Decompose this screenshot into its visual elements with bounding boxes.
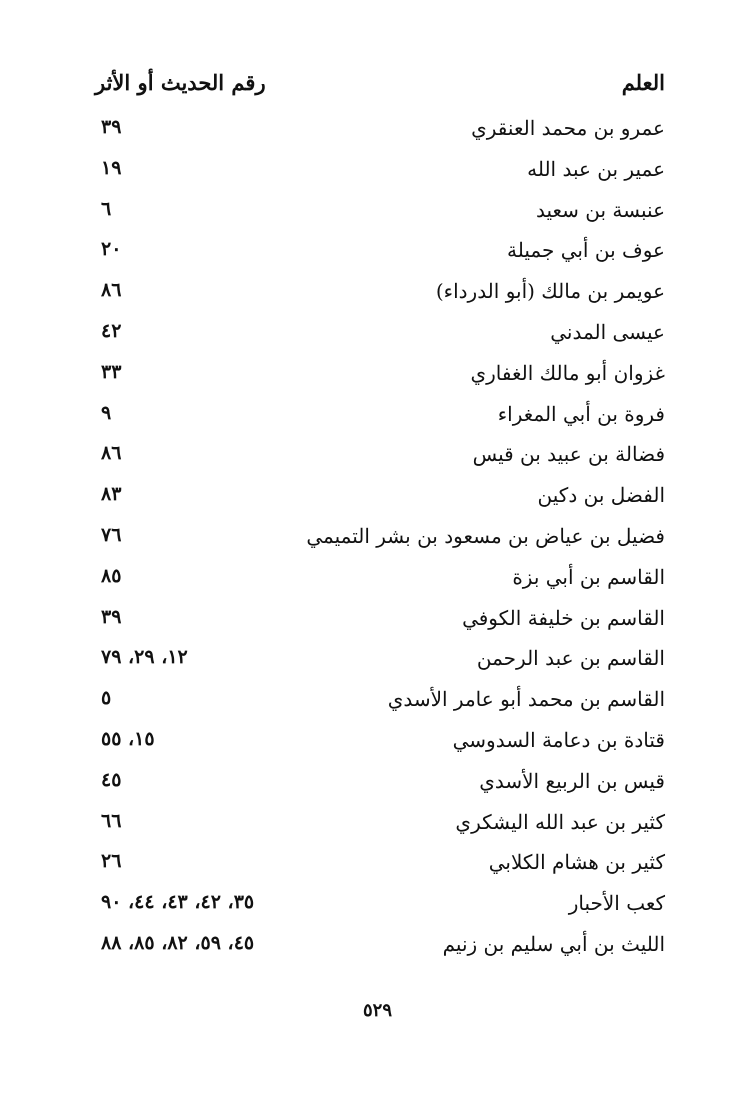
index-row <box>95 316 665 357</box>
index-row <box>95 357 665 398</box>
person-name: فضيل بن عياض بن مسعود بن بشر التميمي <box>306 523 665 548</box>
person-name: الفضل بن دكين <box>537 483 665 508</box>
hadith-reference-numbers: ٦ <box>101 197 112 220</box>
person-name: غزوان أبو مالك الغفاري <box>470 360 665 385</box>
person-name: عيسى المدني <box>550 319 665 344</box>
index-row <box>95 846 665 887</box>
person-name: القاسم بن محمد أبو عامر الأسدي <box>387 687 665 712</box>
hadith-reference-numbers: ٣٩ <box>101 605 122 628</box>
hadith-reference-numbers: ٩ <box>101 401 112 424</box>
hadith-reference-numbers: ١٥، ٥٥ <box>101 727 155 750</box>
index-row <box>95 887 665 928</box>
person-name: كعب الأحبار <box>568 891 665 916</box>
person-name: فروة بن أبي المغراء <box>497 401 665 426</box>
hadith-reference-numbers: ٣٩ <box>101 116 122 138</box>
person-name: عوف بن أبي جميلة <box>507 238 665 263</box>
hadith-reference-numbers: ٦٦ <box>101 809 122 832</box>
index-row <box>95 520 665 561</box>
column-header-reference: رقم الحديث أو الأثر <box>95 70 266 95</box>
table-header <box>95 70 665 106</box>
hadith-reference-numbers: ٣٣ <box>101 360 122 383</box>
person-name: كثير بن هشام الكلابي <box>488 850 665 875</box>
hadith-reference-numbers: ٢٠ <box>101 238 122 261</box>
hadith-reference-numbers: ٥ <box>101 687 112 710</box>
hadith-reference-numbers: ١٢، ٢٩، ٧٩ <box>101 646 188 669</box>
index-row <box>95 479 665 520</box>
hadith-reference-numbers: ١٩ <box>101 156 122 179</box>
person-name: القاسم بن خليفة الكوفي <box>462 605 665 630</box>
person-name: فضالة بن عبيد بن قيس <box>472 442 665 467</box>
index-row <box>95 765 665 806</box>
hadith-reference-numbers: ٣٥، ٤٢، ٤٣، ٤٤، ٩٠ <box>101 891 255 914</box>
person-name: القاسم بن أبي بزة <box>512 564 665 589</box>
person-name: قيس بن الربيع الأسدي <box>479 768 665 793</box>
column-header-name: العلم <box>621 70 665 95</box>
index-row <box>95 642 665 683</box>
hadith-reference-numbers: ٢٦ <box>101 850 122 873</box>
index-row <box>95 561 665 602</box>
index-row <box>95 275 665 316</box>
person-name: القاسم بن عبد الرحمن <box>476 646 665 671</box>
person-name: عمرو بن محمد العنقري <box>471 116 665 140</box>
index-row <box>95 602 665 643</box>
hadith-reference-numbers: ٧٦ <box>101 523 122 546</box>
index-row <box>95 194 665 235</box>
hadith-reference-numbers: ٤٥، ٥٩، ٨٢، ٨٥، ٨٨ <box>101 931 255 954</box>
index-row <box>95 928 665 969</box>
index-row <box>95 398 665 439</box>
hadith-reference-numbers: ٨٦ <box>101 279 122 302</box>
index-row <box>95 806 665 847</box>
index-row <box>95 724 665 765</box>
index-row <box>95 683 665 724</box>
index-row <box>95 112 665 153</box>
person-name: عويمر بن مالك (أبو الدرداء) <box>435 279 665 304</box>
hadith-reference-numbers: ٤٢ <box>101 319 122 342</box>
person-name: عمير بن عبد الله <box>527 156 665 181</box>
index-row <box>95 234 665 275</box>
index-list <box>95 112 665 969</box>
person-name: كثير بن عبد الله اليشكري <box>455 809 665 834</box>
index-row <box>95 438 665 479</box>
person-name: عنبسة بن سعيد <box>535 197 665 222</box>
index-row <box>95 153 665 194</box>
hadith-reference-numbers: ٨٣ <box>101 483 122 506</box>
person-name: قتادة بن دعامة السدوسي <box>452 727 665 752</box>
page-number: ٥٢٩ <box>362 1000 392 1021</box>
hadith-reference-numbers: ٨٥ <box>101 564 122 587</box>
person-name: الليث بن أبي سليم بن زنيم <box>442 931 665 956</box>
hadith-reference-numbers: ٨٦ <box>101 442 122 465</box>
hadith-reference-numbers: ٤٥ <box>101 768 122 791</box>
